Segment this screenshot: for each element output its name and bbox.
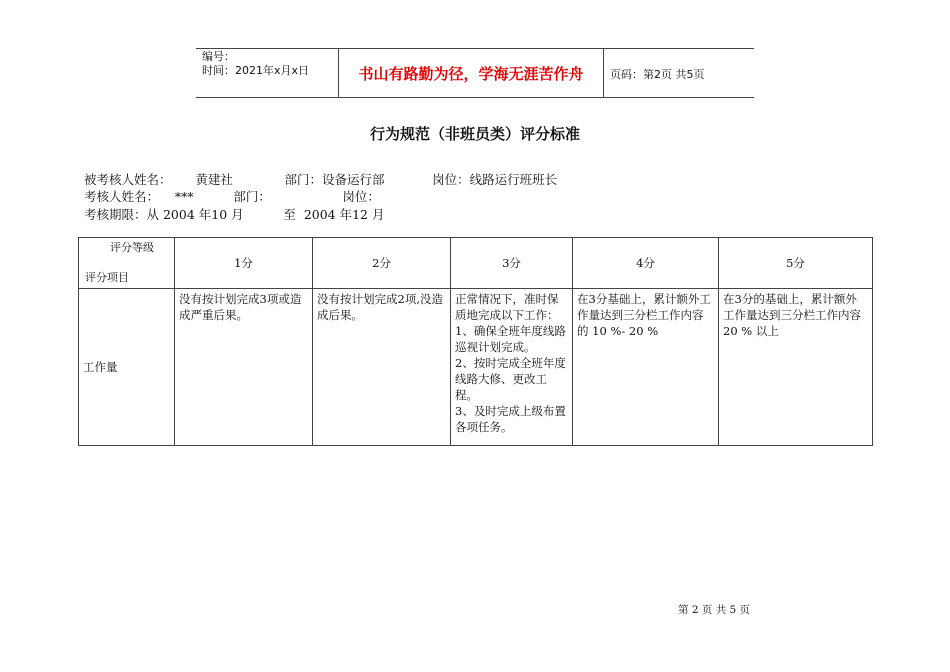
document-number-label: 编号： — [202, 50, 235, 63]
grade-axis-label: 评分等级 — [110, 241, 154, 254]
document-time-label: 时间：2021年x月x日 — [202, 64, 310, 77]
criteria-text: 1、确保全班年度线路巡视计划完成。 — [455, 324, 566, 354]
info-line-assessee: 被考核人姓名： 黄建社 部门：设备运行部 岗位：线路运行班班长 — [84, 172, 558, 187]
header-page-label: 页码：第2页 共5页 — [610, 68, 705, 81]
criteria-text: 3、及时完成上级布置各项任务。 — [455, 404, 566, 434]
info-line-period: 考核期限：从 2004 年10 月 至 2004 年12 月 — [84, 207, 385, 222]
header-motto: 书山有路勤为径，学海无涯苦作舟 — [338, 49, 604, 97]
grade-header-4: 4分 — [573, 238, 719, 289]
criteria-cell-3 — [451, 289, 573, 446]
item-name: 工作量 — [79, 289, 175, 446]
criteria-text: 在3分基础上，累计额外工作量达到三分栏工作内容的 10 %- 20 % — [577, 292, 711, 338]
criteria-text: 2、按时完成全班年度线路大修、更改工程。 — [455, 356, 566, 402]
page-footer: 第 2 页 共 5 页 — [678, 604, 751, 616]
criteria-text: 没有按计划完成2项,没造成后果。 — [317, 292, 443, 322]
criteria-cell-5 — [719, 289, 873, 446]
document-title: 行为规范（非班员类）评分标准 — [369, 125, 580, 143]
criteria-cell-1 — [175, 289, 313, 446]
table-header-row — [79, 238, 873, 289]
grade-header-1: 1分 — [175, 238, 313, 289]
corner-cell — [79, 238, 175, 289]
grade-header-3: 3分 — [451, 238, 573, 289]
criteria-text: 没有按计划完成3项或造成严重后果。 — [179, 292, 302, 322]
grade-header-5: 5分 — [719, 238, 873, 289]
criteria-cell-4 — [573, 289, 719, 446]
header-left — [202, 50, 309, 78]
scoring-table — [78, 237, 873, 446]
page-header — [196, 48, 754, 98]
info-line-assessor: 考核人姓名： *** 部门： 岗位： — [84, 189, 380, 204]
grade-header-2: 2分 — [313, 238, 451, 289]
criteria-text: 在3分的基础上，累计额外工作量达到三分栏工作内容 20 % 以上 — [723, 292, 861, 338]
item-axis-label: 评分项目 — [85, 271, 129, 284]
criteria-text: 正常情况下，准时保质地完成以下工作： — [455, 292, 559, 322]
criteria-cell-2 — [313, 289, 451, 446]
table-row — [79, 289, 873, 446]
